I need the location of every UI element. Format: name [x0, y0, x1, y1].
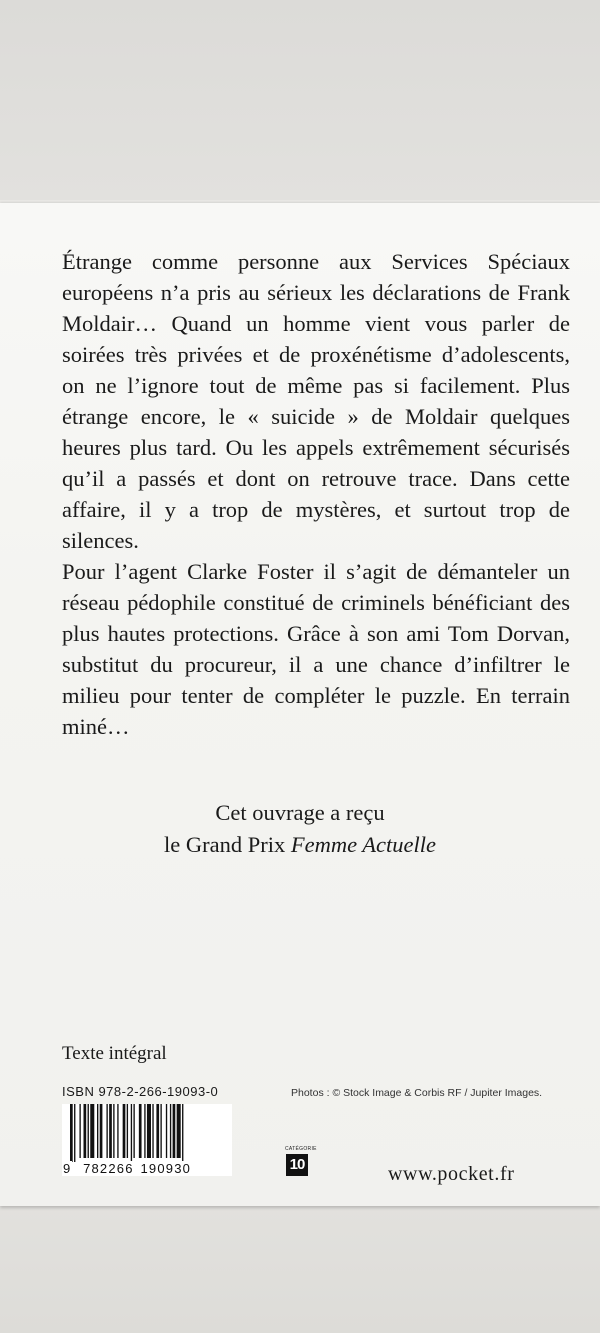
photo-credit: Photos : © Stock Image & Corbis RF / Jupiter Images.	[291, 1087, 543, 1099]
barcode-first-digit: 9	[63, 1161, 72, 1176]
integral-text-label: Texte intégral	[62, 1043, 167, 1064]
barcode-digits	[62, 1161, 234, 1176]
barcode-group-1: 782266	[83, 1161, 134, 1176]
isbn-label: ISBN 978-2-266-19093-0	[62, 1084, 219, 1099]
award-line-2	[0, 832, 600, 858]
award-line-1: Cet ouvrage a reçu	[215, 800, 385, 825]
blurb-paragraph-2: Pour l’agent Clarke Foster il s’agit de démanteler un réseau pédophile constitué de criminels bénéficiant des plus hautes protections. Grâce à son ami Tom Dorvan, substitut du procureur, il a une chance d’infiltrer le milieu pour tenter de compléter le puzzle. En terrain miné…	[62, 559, 570, 739]
barcode-group-2: 190930	[140, 1161, 192, 1176]
award-prefix: le Grand Prix	[164, 832, 286, 857]
background-surface	[0, 0, 600, 200]
category-badge: 10	[286, 1154, 308, 1176]
category-label: CATÉGORIE	[285, 1146, 317, 1152]
blurb-paragraph-1: Étrange comme personne aux Services Spéciaux européens n’a pris au sérieux les déclarations de Frank Moldair… Quand un homme vient vous parler de soirées très privées et de proxénétisme d’adolescents, on ne l’ignore tout de même pas si facilement. Plus étrange encore, le « suicide » de Moldair quelques heures plus tard. Ou les appels extrêmement sécurisés qu’il a passés et dont on retrouve trace. Dans cette affaire, il y a trop de mystères, et surtout trop de silences.	[62, 249, 570, 553]
barcode-bars-icon	[70, 1104, 226, 1162]
publisher-website: www.pocket.fr	[388, 1163, 515, 1185]
award-magazine-title: Femme Actuelle	[290, 832, 436, 857]
back-cover-blurb	[62, 246, 570, 742]
